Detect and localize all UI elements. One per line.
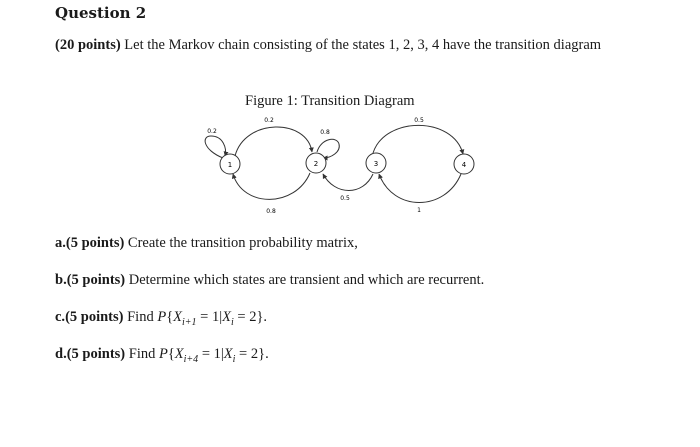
arc-1-to-2-top [235, 127, 312, 156]
state-node-4 [454, 154, 474, 174]
part-c-text: Find [127, 309, 154, 325]
part-d-future-index: i+4 [183, 353, 199, 365]
transition-diagram [195, 110, 495, 220]
self-loop-1 [205, 136, 225, 158]
question-points: (20 points) [55, 37, 121, 53]
edge-label-self-1: 0.2 [207, 128, 217, 135]
part-b-label: b. [55, 272, 67, 288]
part-a-points: (5 points) [65, 235, 125, 251]
part-a [55, 235, 358, 252]
edge-label-1-to-2: 0.2 [264, 117, 274, 124]
edge-label-3-to-2: 0.5 [340, 195, 350, 202]
part-d-value: 1 [213, 346, 221, 362]
state-label-1: 1 [227, 161, 233, 169]
part-c-given: 2 [249, 309, 257, 325]
part-d [55, 346, 269, 365]
state-label-4: 4 [461, 161, 467, 169]
part-d-label: d. [55, 346, 67, 362]
part-c-future-index: i+1 [182, 316, 197, 328]
question-intro-text: Let the Markov chain consisting of the states 1, 2, 3, 4 have the transition diagram [124, 37, 602, 53]
state-node-1 [220, 154, 240, 174]
edge-label-2-to-1: 0.8 [266, 208, 276, 215]
edge-label-self-2: 0.8 [320, 129, 330, 136]
arc-2-to-1-bottom [233, 173, 310, 199]
question-title: Question 2 [55, 4, 147, 22]
part-d-given: 2 [250, 346, 259, 362]
part-b-points: (5 points) [66, 272, 126, 288]
part-b-text: Determine which states are transient and which are recurrent. [128, 272, 485, 288]
edge-label-4-to-3: 1 [417, 207, 421, 214]
part-c-value: 1 [211, 309, 220, 325]
figure-caption: Figure 1: Transition Diagram [245, 93, 415, 109]
state-node-2 [306, 153, 326, 173]
state-node-3 [366, 153, 386, 173]
arc-3-to-4-top [373, 125, 463, 154]
part-c-points: (5 points) [65, 309, 124, 325]
question-intro [55, 36, 655, 54]
part-a-label: a. [55, 235, 66, 251]
state-label-3: 3 [373, 160, 379, 168]
part-a-text: Create the transition probability matrix, [127, 235, 358, 251]
part-c [55, 309, 267, 328]
edge-label-3-to-4: 0.5 [414, 117, 424, 124]
part-c-label: c. [55, 309, 66, 325]
arc-4-to-3-bottom [379, 174, 461, 203]
state-label-2: 2 [313, 160, 319, 168]
arc-3-to-2 [323, 174, 373, 191]
part-d-text: Find [128, 346, 156, 362]
part-d-points: (5 points) [66, 346, 126, 362]
part-c-formula: $P\{X_{i+1} = 1|X_i = 2\}$. [157, 309, 268, 328]
part-b [55, 272, 484, 289]
part-d-formula: $P\{X_{i+4} = 1|X_i = 2\}$. [158, 346, 269, 365]
